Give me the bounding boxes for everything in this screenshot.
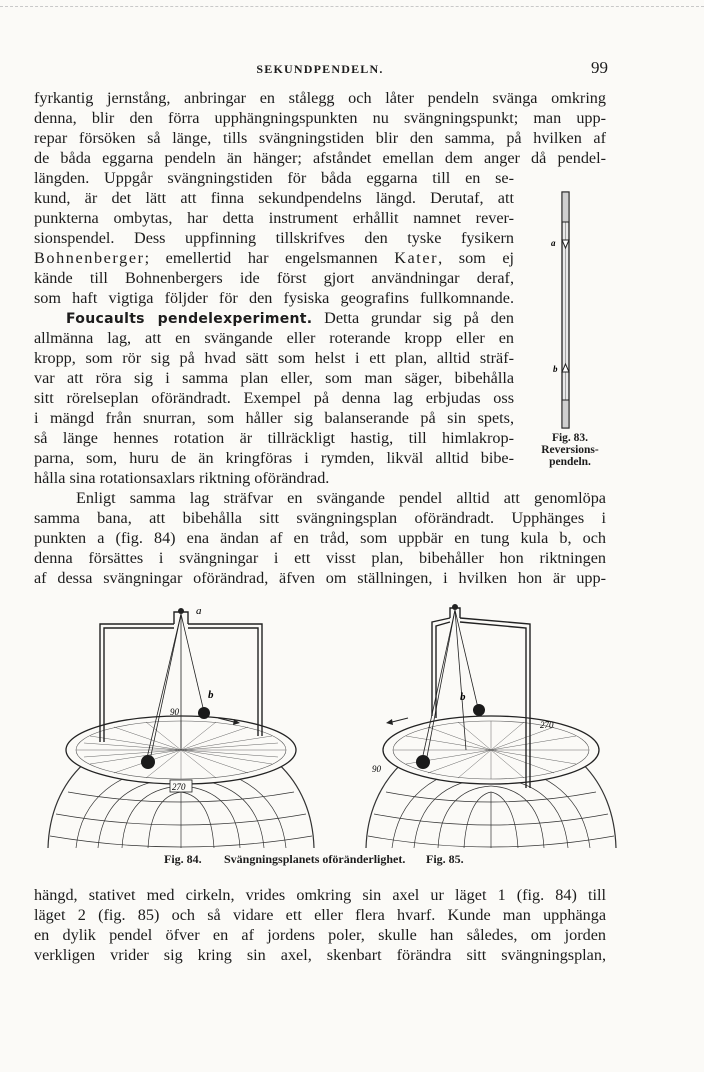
text-line: hängd, stativet med cirkeln, vrides omkring sin axel ur läget 1 (fig. 84) till xyxy=(34,886,606,904)
fig83-caption-number: Fig. 83. xyxy=(551,432,589,444)
text-line: samma bana, att bibehålla sitt svängningsplan oförändradt. Upphänges i xyxy=(34,509,606,527)
section-heading: Foucaults pendelexperiment. xyxy=(66,311,313,327)
text-line: sitt rörelseplan oförändradt. Exempel på denna lag erbjudas oss xyxy=(34,389,514,407)
fig84-illustration xyxy=(48,605,314,848)
text-line: som haft vigtiga följder för den fysiska geografins fullkomnande. xyxy=(34,289,514,307)
text-line: kund, är det lätt att finna sekundpendelns längd. Derutaf, att xyxy=(34,189,514,207)
fig85-illustration xyxy=(366,604,616,848)
section-heading-line xyxy=(66,308,514,329)
fig83-caption-text: pendeln. xyxy=(549,456,591,468)
fig85-label-b: b xyxy=(460,691,466,703)
fig83-caption xyxy=(532,432,608,468)
page-header xyxy=(0,58,704,82)
text-line: punkterna ombytas, har detta instrument erhållit namnet rever- xyxy=(34,209,514,227)
text-line: Enligt samma lag sträfvar en svängande pendel alltid att genomlöpa xyxy=(76,489,606,507)
text-line: längden. Uppgår svängningstiden för båda eggarna till en se- xyxy=(34,169,514,187)
fig84-caption-number: Fig. 84. xyxy=(164,852,202,866)
text-line: en dylik pendel öfver en af jordens poler, skulle han således, om jorden xyxy=(34,926,606,944)
scan-edge-line xyxy=(0,6,704,7)
text-line: läget 2 (fig. 85) och så vidare ett eller flera hvarf. Kunde man upphänga xyxy=(34,906,606,924)
text-line: var att röra sig i samma plan eller, som man säger, bibehålla xyxy=(34,369,514,387)
fig84-label-b: b xyxy=(208,689,214,701)
text-line: kropp, som rör sig på hvad sätt som helst i ett plan, alltid sträf- xyxy=(34,349,514,367)
fig83-label-a: a xyxy=(551,238,556,248)
text-line: repar försöken så länge, tills svängningstiden blir den samma, på hvilken af xyxy=(34,129,606,147)
text-line: denna, blir den förra upphängningspunkten nu svängningspunkt; man upp- xyxy=(34,109,606,127)
text-line: kände till Bohnenbergers ide först gjort användningar deraf, xyxy=(34,269,514,287)
text-line: fyrkantig jernstång, anbringar en stålegg och låter pendeln svänga omkring xyxy=(34,89,606,107)
page-number: 99 xyxy=(591,58,608,77)
text-line: allmänna lag, att en svängande eller roterande kropp eller en xyxy=(34,329,514,347)
text-line: punkten a (fig. 84) ena ändan af en tråd, som uppbär en tung kula b, och xyxy=(34,529,606,547)
fig83-label-b: b xyxy=(553,364,558,374)
text-line xyxy=(34,248,514,268)
reversion-pendulum-illustration xyxy=(550,190,590,440)
running-head: SEKUNDPENDELN. xyxy=(256,62,384,76)
text-line: sionspendel. Dess uppfinning tillskrifves den tyske fysikern xyxy=(34,229,514,247)
fig83-caption-text: Reversions- xyxy=(541,444,599,456)
fig85-caption-number: Fig. 85. xyxy=(426,852,464,866)
text-line: denna försättes i svängningar i ett visst plan, bibehåller hon riktningen xyxy=(34,549,606,567)
text-line: de båda eggarna pendeln än hänger; afståndet emellan dem anger då pendel- xyxy=(34,149,606,167)
text-run: , som ej xyxy=(438,249,514,267)
fig85-label-270: 270 xyxy=(540,720,554,730)
text-run: Detta grundar sig på den xyxy=(312,309,514,327)
text-line: verkligen vrider sig kring sin axel, skenbart förändra sitt svängningsplan, xyxy=(34,946,606,964)
text-line: af dessa svängningar oförändrad, äfven om ställningen, i hvilken hon är upp- xyxy=(34,569,606,587)
text-run: ; emellertid har engelsmannen xyxy=(144,249,395,267)
foucault-pendulum-figures xyxy=(36,600,676,850)
text-line: så länge hennes rotation är tillräckligt hastig, till himlakrop- xyxy=(34,429,514,447)
name-kater: Kater xyxy=(394,249,439,267)
text-line: i mängd från snurran, som håller sig balanserande på sin spets, xyxy=(34,409,514,427)
fig84-label-a: a xyxy=(196,605,202,617)
figure-caption-title: Svängningsplanets oföränderlighet. xyxy=(224,852,406,866)
name-bohnenberger: Bohnenberger xyxy=(34,249,145,267)
text-line: hålla sina rotationsaxlars riktning oförändrad. xyxy=(34,469,330,487)
text-line: parna, som, huru de än kringföras i rymden, likväl alltid bibe- xyxy=(34,449,514,467)
fig84-label-270: 270 xyxy=(172,782,186,792)
fig85-label-90: 90 xyxy=(372,764,381,774)
fig84-label-90: 90 xyxy=(170,707,179,717)
